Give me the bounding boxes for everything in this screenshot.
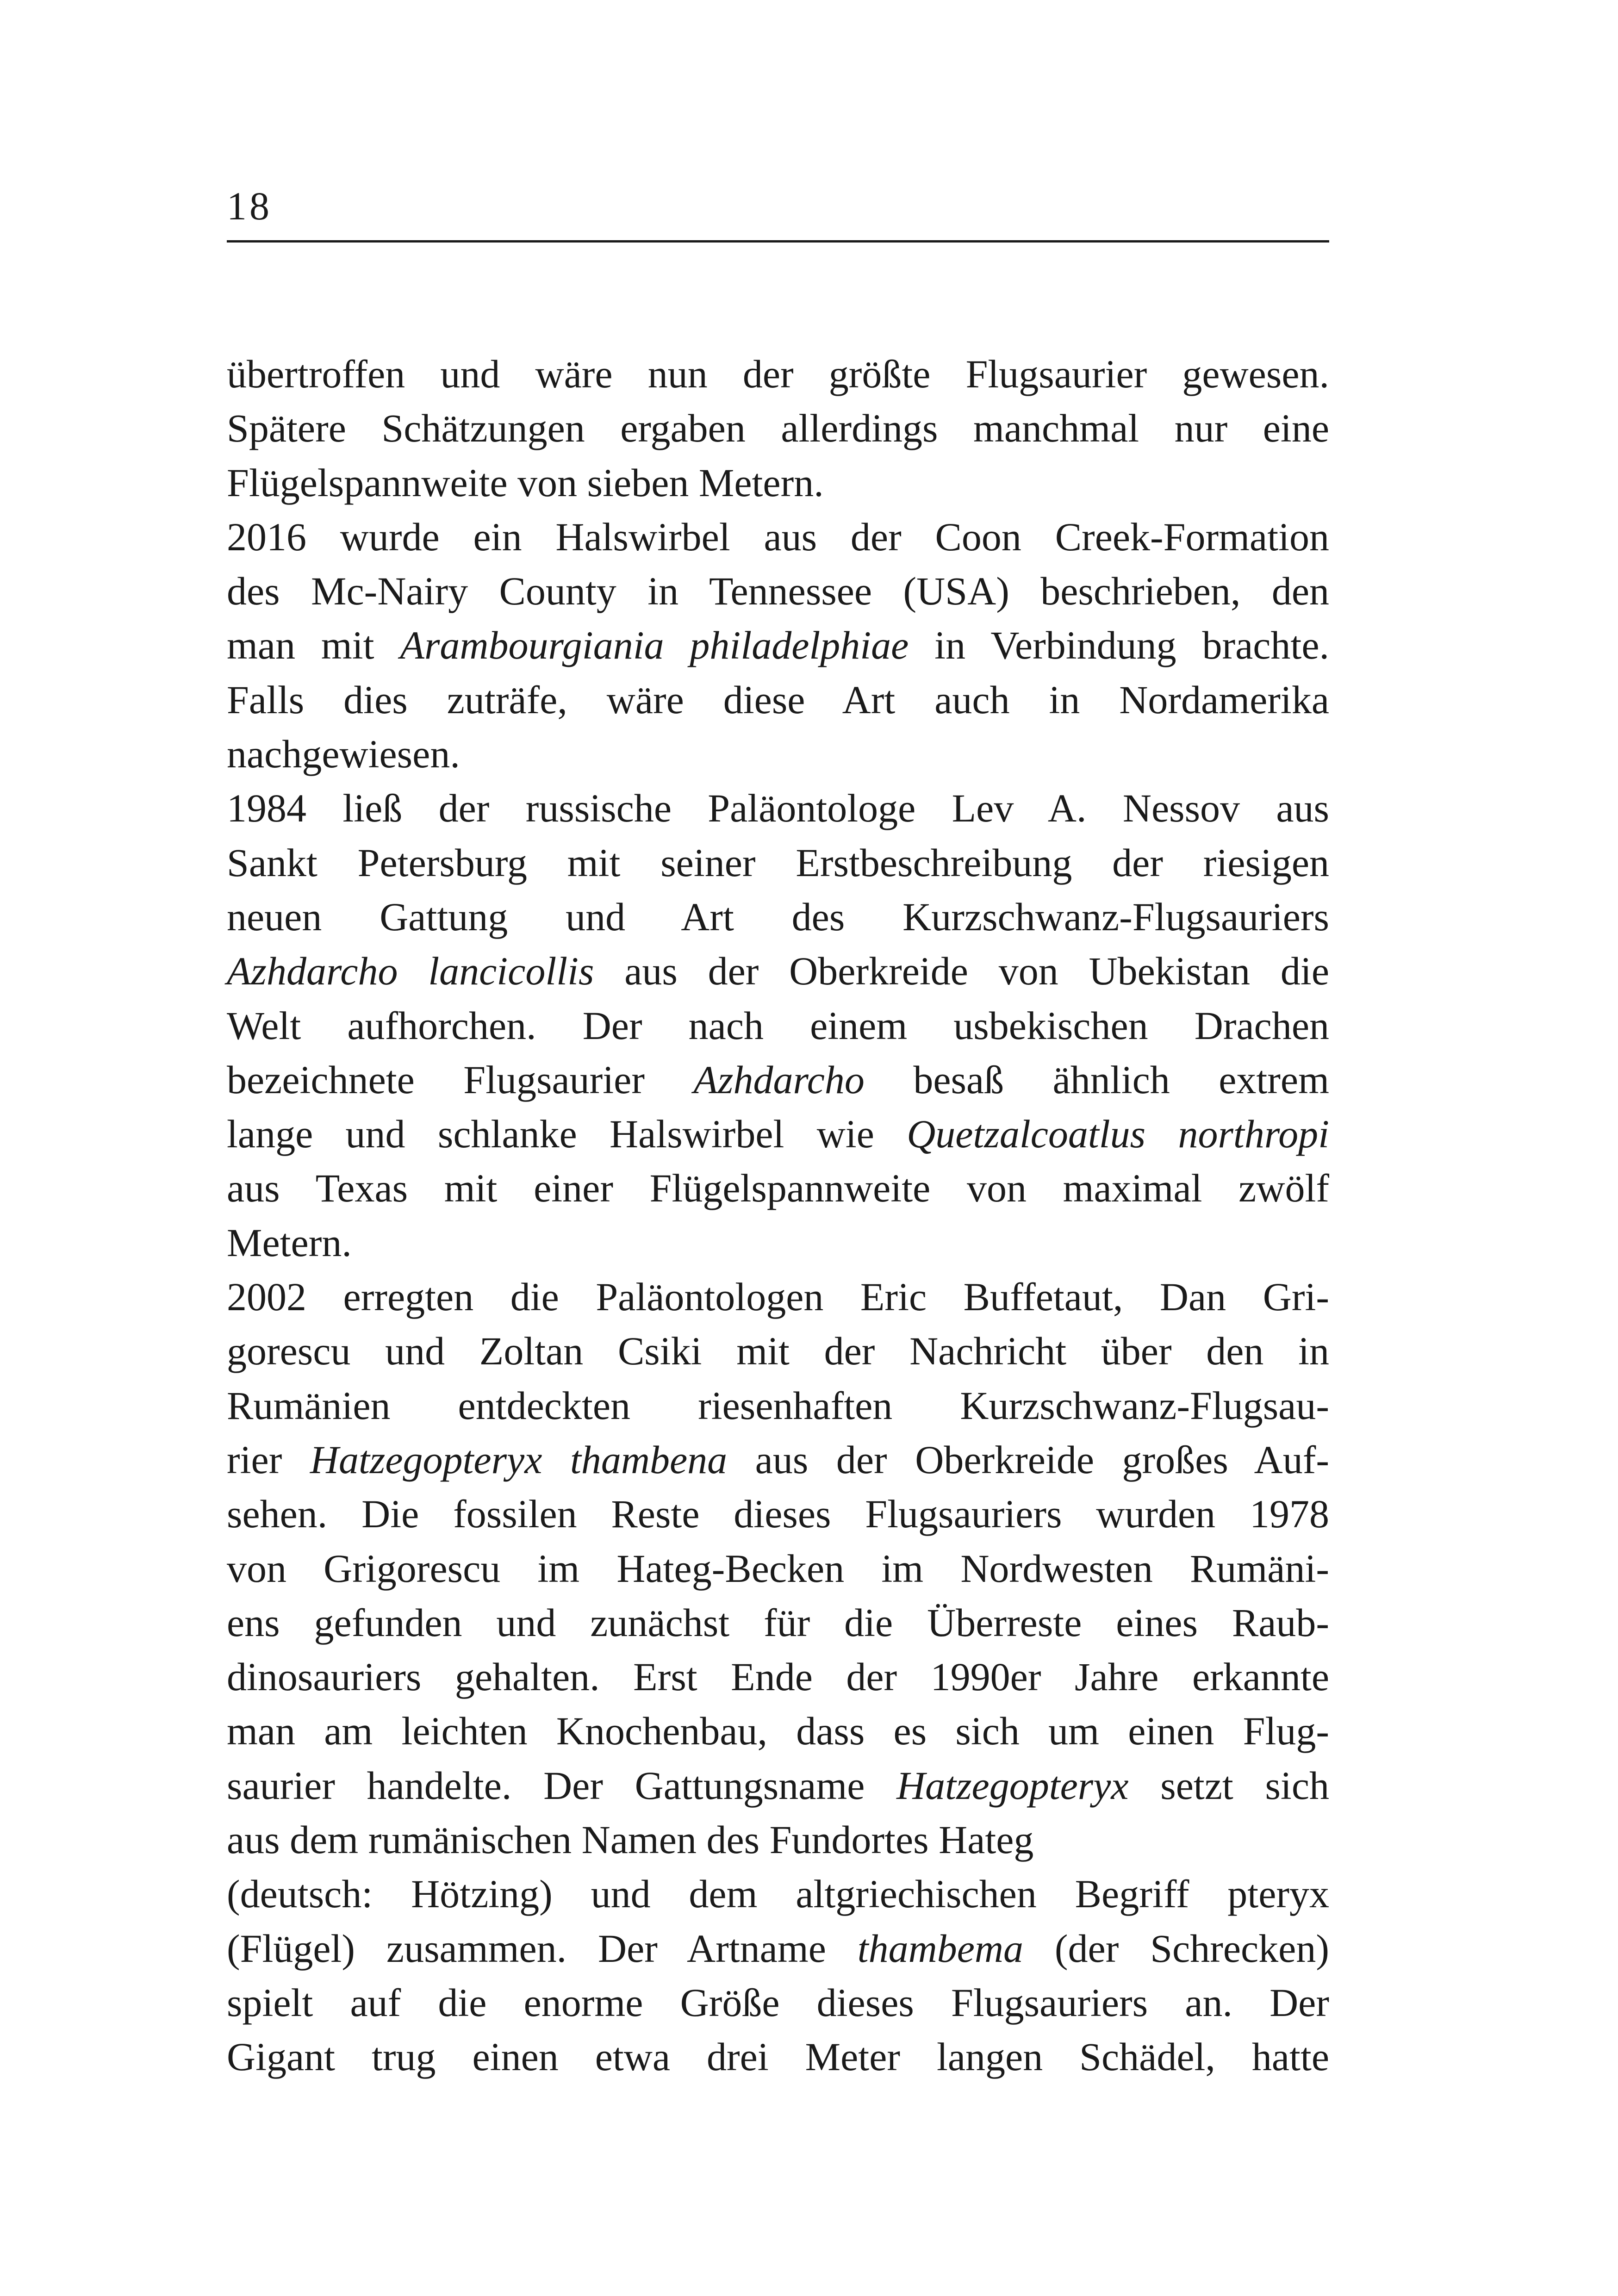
text-run: von Grigorescu im Hateg-Becken im Nordwesten Rumäni- — [227, 1546, 1329, 1591]
text-line — [227, 1922, 1329, 1976]
header-rule — [227, 240, 1329, 243]
text-run: des Mc-Nairy County in Tennessee (USA) beschrieben, den — [227, 569, 1329, 614]
italic-taxon-name: Azhdarcho — [693, 1057, 865, 1102]
text-line — [227, 510, 1329, 564]
text-line — [227, 1976, 1329, 2030]
italic-taxon-name: Hatzegopteryx thambena — [310, 1437, 728, 1482]
text-line — [227, 1216, 1329, 1270]
text-line — [227, 1542, 1329, 1596]
italic-taxon-name: thambema — [857, 1926, 1024, 1971]
text-run: (Flügel) zusammen. Der Artname — [227, 1926, 858, 1971]
text-run: Gigant trug einen etwa drei Meter langen Schädel, hatte — [227, 2035, 1329, 2079]
text-run: Metern. — [227, 1220, 352, 1265]
text-line — [227, 1759, 1329, 1813]
text-run: 1984 ließ der russische Paläontologe Lev A. Nessov aus — [227, 786, 1329, 831]
text-run: (deutsch: Hötzing) und dem altgriechischen Begriff pteryx — [227, 1872, 1329, 1916]
text-run: Flügelspannweite von sieben Metern. — [227, 460, 824, 505]
italic-taxon-name: Azhdarcho lancicollis — [227, 949, 594, 994]
text-run: aus dem rumänischen Namen des Fundortes Hateg — [227, 1817, 1034, 1862]
text-line — [227, 401, 1329, 455]
text-run: man mit — [227, 623, 400, 668]
text-run: besaß ähnlich extrem — [864, 1057, 1329, 1102]
text-run: sehen. Die fossilen Reste dieses Flugsauriers wurden 1978 — [227, 1492, 1329, 1537]
text-run: 2016 wurde ein Halswirbel aus der Coon Creek-Formation — [227, 514, 1329, 559]
text-line — [227, 456, 1329, 510]
text-run: Falls dies zuträfe, wäre diese Art auch in Nordamerika — [227, 677, 1329, 722]
text-line — [227, 890, 1329, 944]
text-line — [227, 1270, 1329, 1324]
text-run: 2002 erregten die Paläontologen Eric Buffetaut, Dan Gri- — [227, 1275, 1329, 1319]
text-line — [227, 673, 1329, 727]
text-line — [227, 2030, 1329, 2084]
text-line — [227, 1487, 1329, 1541]
text-run: dinosauriers gehalten. Erst Ende der 1990er Jahre erkannte — [227, 1655, 1329, 1699]
text-run: nachgewiesen. — [227, 732, 460, 777]
text-line — [227, 1867, 1329, 1921]
text-run: spielt auf die enorme Größe dieses Flugsauriers an. Der — [227, 1980, 1329, 2025]
text-run: man am leichten Knochenbau, dass es sich um einen Flug- — [227, 1709, 1329, 1754]
text-line — [227, 1433, 1329, 1487]
text-run: setzt sich — [1128, 1763, 1329, 1808]
text-line — [227, 1053, 1329, 1107]
text-run: ens gefunden und zunächst für die Überreste eines Raub- — [227, 1600, 1329, 1645]
text-line — [227, 781, 1329, 835]
italic-taxon-name: Quetzalcoatlus northropi — [907, 1112, 1329, 1157]
text-line — [227, 1161, 1329, 1215]
text-run: aus Texas mit einer Flügelspannweite von maximal zwölf — [227, 1166, 1329, 1211]
text-line — [227, 1107, 1329, 1161]
text-run: rier — [227, 1437, 310, 1482]
text-run: aus der Oberkreide großes Auf- — [727, 1437, 1330, 1482]
text-line — [227, 727, 1329, 781]
text-run: neuen Gattung und Art des Kurzschwanz-Flugsauriers — [227, 894, 1329, 939]
text-run: (der Schrecken) — [1023, 1926, 1329, 1971]
page-number: 18 — [227, 184, 272, 228]
text-run: übertroffen und wäre nun der größte Flugsaurier gewesen. — [227, 352, 1329, 396]
italic-taxon-name: Arambourgiania philadelphiae — [400, 623, 909, 668]
body-text — [227, 347, 1329, 2084]
text-run: Welt aufhorchen. Der nach einem usbekischen Drachen — [227, 1003, 1329, 1048]
text-line — [227, 564, 1329, 618]
text-line — [227, 1596, 1329, 1650]
text-line — [227, 1324, 1329, 1378]
text-line — [227, 836, 1329, 890]
text-run: Sankt Petersburg mit seiner Erstbeschreibung der riesigen — [227, 840, 1329, 885]
text-run: saurier handelte. Der Gattungsname — [227, 1763, 897, 1808]
text-line — [227, 1650, 1329, 1704]
text-line — [227, 1379, 1329, 1433]
text-run: in Verbindung brachte. — [909, 623, 1329, 668]
text-line — [227, 1704, 1329, 1758]
text-run: aus der Oberkreide von Ubekistan die — [594, 949, 1329, 994]
text-line — [227, 944, 1329, 998]
text-run: Spätere Schätzungen ergaben allerdings manchmal nur eine — [227, 406, 1329, 451]
text-line — [227, 1813, 1329, 1867]
italic-taxon-name: Hatzegopteryx — [896, 1763, 1129, 1808]
text-run: gorescu und Zoltan Csiki mit der Nachricht über den in — [227, 1329, 1329, 1374]
text-run: lange und schlanke Halswirbel wie — [227, 1112, 907, 1157]
text-line — [227, 618, 1329, 672]
text-line — [227, 999, 1329, 1053]
text-run: bezeichnete Flugsaurier — [227, 1057, 694, 1102]
text-run: Rumänien entdeckten riesenhaften Kurzschwanz-Flugsau- — [227, 1383, 1329, 1428]
text-line — [227, 347, 1329, 401]
